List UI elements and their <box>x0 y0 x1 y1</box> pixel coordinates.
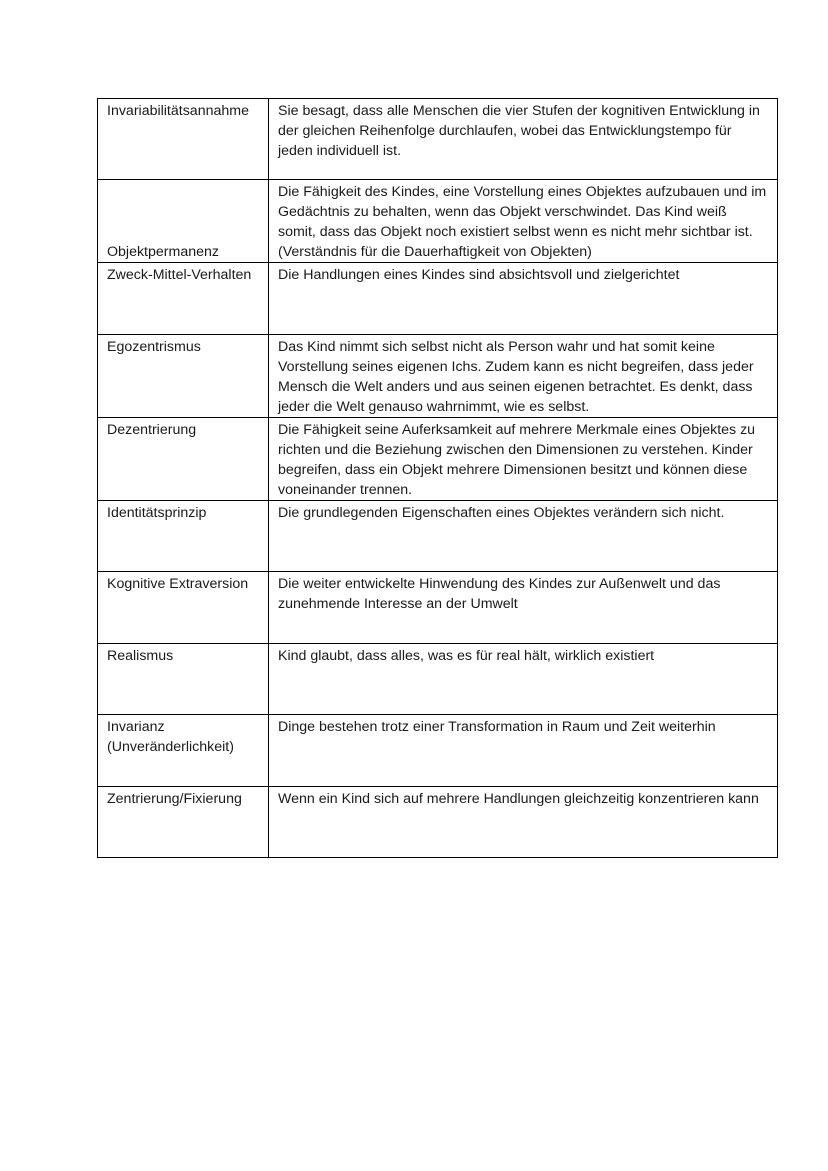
table-row <box>98 418 778 501</box>
definition-cell <box>269 418 778 501</box>
table-row <box>98 501 778 572</box>
term-label: Zentrierung/Fixierung <box>107 791 242 807</box>
term-label: Invarianz (Unveränderlichkeit) <box>107 719 234 755</box>
term-cell <box>98 180 269 263</box>
table-row <box>98 787 778 858</box>
term-label: Realismus <box>107 648 174 664</box>
definition-text: Die weiter entwickelte Hinwendung des Kindes zur Außenwelt und das zunehmende Interesse an der Umwelt <box>278 576 721 612</box>
term-label: Dezentrierung <box>107 422 197 438</box>
definition-cell <box>269 180 778 263</box>
definition-text: Die Fähigkeit seine Auferksamkeit auf mehrere Merkmale eines Objektes zu richten und die Beziehung zwischen den Dimensionen zu verstehen. Kinder begreifen, dass ein Objekt mehrere Dimensionen besitzt und können diese voneinander trennen. <box>278 422 756 498</box>
definition-text: Wenn ein Kind sich auf mehrere Handlungen gleichzeitig konzentrieren kann <box>278 791 759 807</box>
term-label: Zweck-Mittel-Verhalten <box>107 267 252 283</box>
term-cell <box>98 263 269 335</box>
definition-text: Die Handlungen eines Kindes sind absichtsvoll und zielgerichtet <box>278 267 680 283</box>
table-row <box>98 99 778 180</box>
term-cell <box>98 501 269 572</box>
term-label: Identitätsprinzip <box>107 505 207 521</box>
definition-text: Kind glaubt, dass alles, was es für real hält, wirklich existiert <box>278 648 655 664</box>
table-row <box>98 263 778 335</box>
table-row <box>98 335 778 418</box>
term-cell <box>98 335 269 418</box>
definition-cell <box>269 644 778 715</box>
definition-cell <box>269 715 778 787</box>
term-cell <box>98 572 269 644</box>
definition-cell <box>269 572 778 644</box>
table-row <box>98 180 778 263</box>
definition-text: Die Fähigkeit des Kindes, eine Vorstellung eines Objektes aufzubauen und im Gedächtnis zu behalten, wenn das Objekt verschwindet. Das Kind weiß somit, dass das Objekt noch existiert selbst wenn es nicht mehr sichtbar ist. (Verständnis für die Dauerhaftigkeit von Objekten) <box>278 184 767 260</box>
term-cell <box>98 99 269 180</box>
term-cell <box>98 715 269 787</box>
term-label: Invariabilitätsannahme <box>107 103 249 119</box>
definition-text: Dinge bestehen trotz einer Transformation in Raum und Zeit weiterhin <box>278 719 716 735</box>
term-cell <box>98 418 269 501</box>
definition-cell <box>269 335 778 418</box>
glossary-table <box>97 98 778 858</box>
definition-text: Sie besagt, dass alle Menschen die vier Stufen der kognitiven Entwicklung in der gleichen Reihenfolge durchlaufen, wobei das Entwicklungstempo für jeden individuell ist. <box>278 103 760 159</box>
term-label: Kognitive Extraversion <box>107 576 249 592</box>
definition-cell <box>269 263 778 335</box>
definition-text: Die grundlegenden Eigenschaften eines Objektes verändern sich nicht. <box>278 505 725 521</box>
term-cell <box>98 644 269 715</box>
term-cell <box>98 787 269 858</box>
table-row <box>98 715 778 787</box>
definition-cell <box>269 99 778 180</box>
definition-cell <box>269 787 778 858</box>
term-label: Egozentrismus <box>107 339 201 355</box>
term-label: Objektpermanenz <box>107 244 219 260</box>
definition-text: Das Kind nimmt sich selbst nicht als Person wahr und hat somit keine Vorstellung seines eigenen Ichs. Zudem kann es nicht begreifen, dass jeder Mensch die Welt anders und aus seinen eigenen betrachtet. Es denkt, dass jeder die Welt genauso wahrnimmt, wie es selbst. <box>278 339 754 415</box>
table-row <box>98 644 778 715</box>
definition-cell <box>269 501 778 572</box>
table-row <box>98 572 778 644</box>
